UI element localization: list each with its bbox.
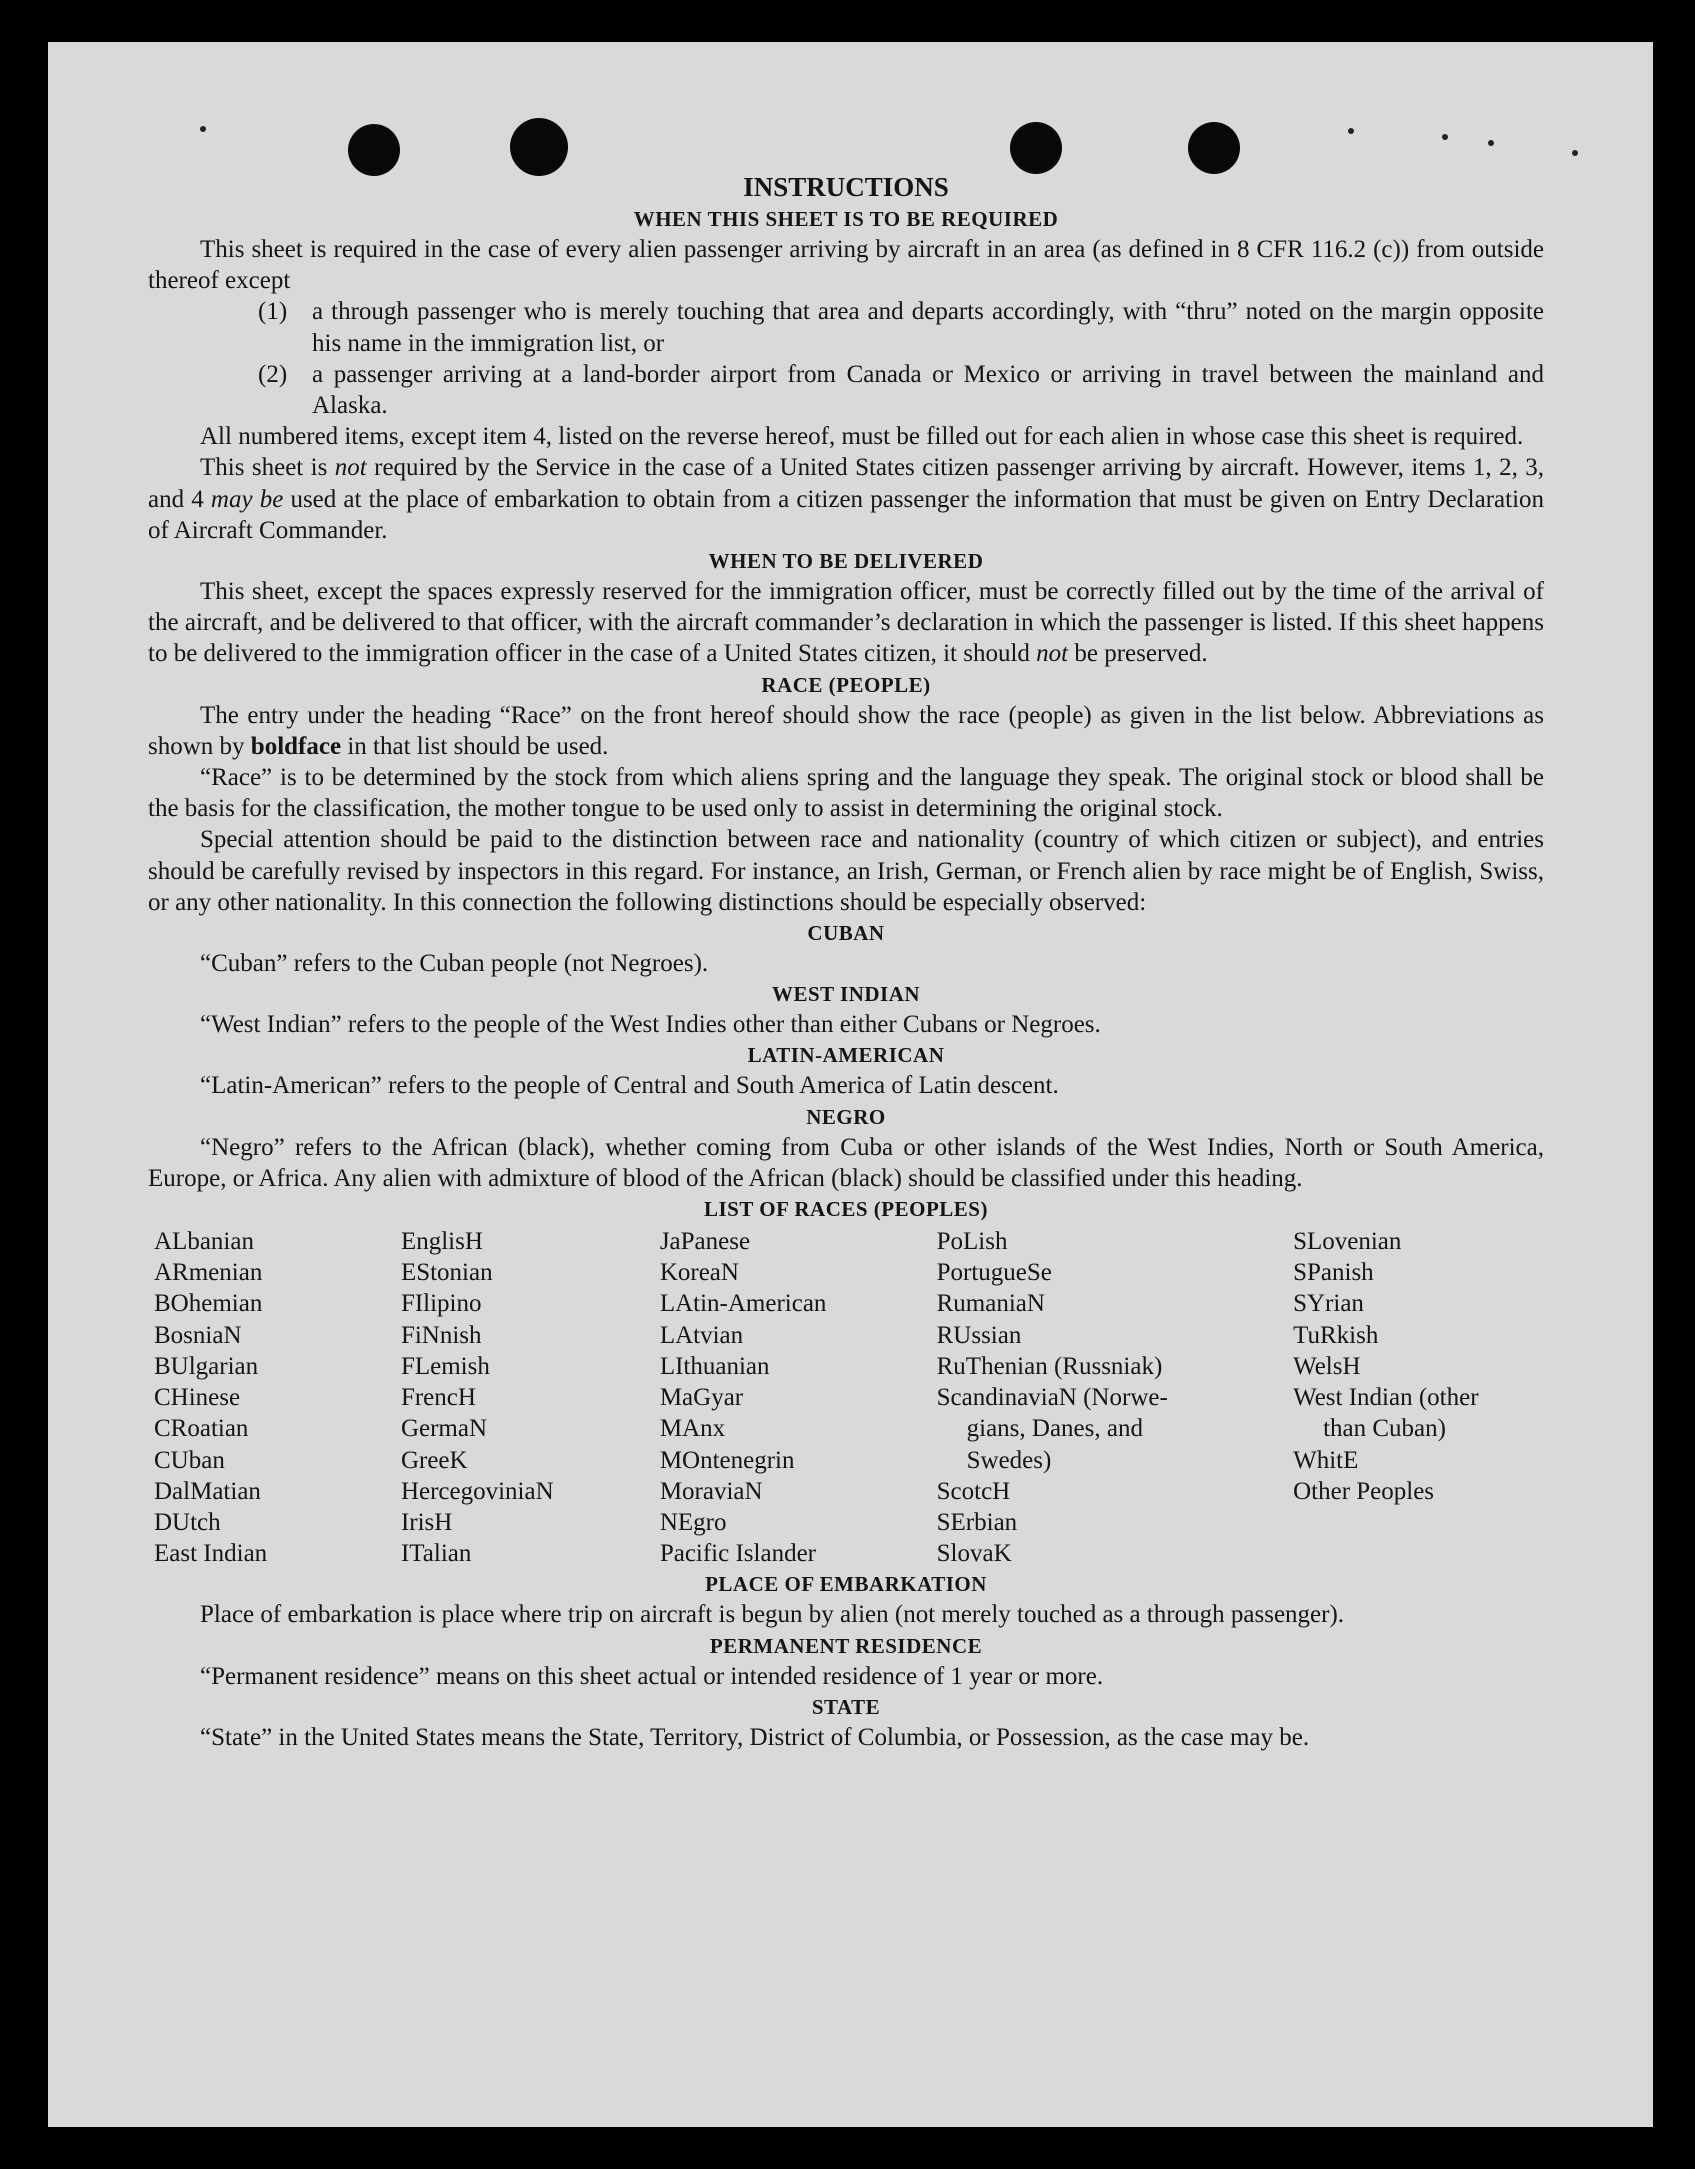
paragraph: Special attention should be paid to the distinction between race and nationality (country of which citizen or subject), and entries should be carefully revised by inspectors in this regard. For instance, an Irish, German, or French alien by race might be of English, Swiss, or any other nationality. In this connection the following distinctions should be especially observed: — [148, 826, 1544, 916]
race-entry: DUtch — [154, 1508, 221, 1536]
speck — [1348, 128, 1354, 134]
item-text: a passenger arriving at a land-border airport from Canada or Mexico or arriving in travel between the mainland and Alaska. — [312, 360, 1544, 420]
paragraph: This sheet, except the spaces expressly reserved for the immigration officer, must be correctly filled out by the time of the arrival of the aircraft, and be delivered to that officer, with the aircraft commander’s declaration in which the passenger is listed. If this sheet happens to be delivered to the immigration officer in the case of a United States citizen, it should not be preserved. — [148, 578, 1544, 668]
item-text: a through passenger who is merely touching that area and departs accordingly, with “thru” noted on the margin opposite his name in the immigration list, or — [312, 298, 1544, 357]
paragraph: All numbered items, except item 4, listed on the reverse hereof, must be filled out for each alien in whose case this sheet is required. — [200, 423, 1524, 451]
race-entry: RuThenian (Russniak) — [936, 1352, 1163, 1380]
race-entry: SYrian — [1293, 1290, 1364, 1318]
section-heading: STATE — [811, 1694, 881, 1719]
race-entry: ALbanian — [154, 1228, 254, 1256]
paragraph: “Permanent residence” means on this sheet actual or intended residence of 1 year or more. — [200, 1662, 1104, 1690]
race-entry: LAtvian — [659, 1321, 744, 1349]
race-entry: ScotcH — [936, 1477, 1011, 1505]
list-item — [258, 359, 1544, 421]
races-column — [401, 1226, 660, 1569]
punch-hole — [348, 124, 400, 176]
instructions-content — [148, 170, 1544, 1753]
race-entry: ScandinaviaN (Norwe- — [936, 1384, 1168, 1412]
page-title: INSTRUCTIONS — [743, 172, 949, 202]
race-entry: MOntenegrin — [659, 1446, 795, 1474]
section-heading: NEGRO — [806, 1104, 886, 1129]
section-heading: RACE (PEOPLE) — [761, 672, 931, 697]
race-entry: EStonian — [400, 1259, 493, 1287]
race-entry: SlovaK — [936, 1540, 1012, 1568]
races-column — [660, 1226, 937, 1569]
speck — [1572, 150, 1578, 156]
document-sheet — [48, 42, 1653, 2127]
race-entry: ITalian — [400, 1540, 472, 1568]
race-entry: CRoatian — [154, 1415, 249, 1443]
section-heading: WEST INDIAN — [771, 982, 921, 1007]
paragraph: “Race” is to be determined by the stock from which aliens spring and the language they speak. The original stock or blood shall be the basis for the classification, the mother tongue to be used only to assist in determining the original stock. — [148, 764, 1544, 823]
races-column — [148, 1226, 401, 1569]
speck — [200, 126, 206, 132]
race-entry: CHinese — [154, 1384, 241, 1412]
section-heading: WHEN TO BE DELIVERED — [708, 549, 984, 574]
race-entry: KoreaN — [659, 1259, 739, 1287]
race-entry: FrencH — [400, 1384, 476, 1412]
section-heading: CUBAN — [807, 921, 885, 946]
race-entry: LAtin-American — [659, 1290, 827, 1318]
paragraph: This sheet is required in the case of every alien passenger arriving by aircraft in an area (as defined in 8 CFR 116.2 (c)) from outside thereof except — [148, 236, 1544, 295]
race-entry: East Indian — [154, 1540, 268, 1568]
paragraph: This sheet is not required by the Service in the case of a United States citizen passenger arriving by aircraft. However, items 1, 2, 3, and 4 may be used at the place of embarkation to obtain from a citizen passenger the information that must be given on Entry Declaration of Aircraft Commander. — [148, 454, 1545, 544]
item-number: (1) — [258, 298, 288, 326]
race-entry: CUban — [154, 1446, 225, 1474]
speck — [1488, 140, 1494, 146]
race-entry: MaGyar — [659, 1384, 744, 1412]
race-entry: PortugueSe — [936, 1259, 1052, 1287]
race-entry: FLemish — [400, 1352, 490, 1380]
speck — [1442, 134, 1448, 140]
race-entry: MoraviaN — [659, 1477, 763, 1505]
races-column — [1293, 1226, 1544, 1569]
races-column — [937, 1226, 1293, 1569]
race-entry: gians, Danes, and — [966, 1415, 1143, 1443]
race-entry: Other Peoples — [1293, 1477, 1435, 1505]
paragraph: “Negro” refers to the African (black), whether coming from Cuba or other islands of the West Indies, North or South America, Europe, or Africa. Any alien with admixture of blood of the African (black) should be classified under this heading. — [148, 1133, 1544, 1192]
race-entry: SErbian — [936, 1508, 1018, 1536]
paragraph: Place of embarkation is place where trip on aircraft is begun by alien (not merely touched as a through passenger). — [200, 1601, 1345, 1629]
race-entry: NEgro — [659, 1508, 727, 1536]
race-entry: EnglisH — [400, 1228, 483, 1256]
punch-hole — [510, 118, 568, 176]
race-entry: WhitE — [1293, 1446, 1359, 1474]
paragraph: The entry under the heading “Race” on the front hereof should show the race (people) as given in the list below. Abbreviations as shown by boldface in that list should be used. — [148, 701, 1544, 760]
section-heading: PLACE OF EMBARKATION — [705, 1572, 987, 1597]
race-entry: JaPanese — [659, 1228, 751, 1256]
race-entry: than Cuban) — [1323, 1415, 1446, 1443]
race-entry: GreeK — [400, 1446, 468, 1474]
race-entry: HercegoviniaN — [400, 1477, 554, 1505]
race-entry: RumaniaN — [936, 1290, 1045, 1318]
race-entry: MAnx — [659, 1415, 726, 1443]
race-entry: GermaN — [400, 1415, 488, 1443]
race-entry: BOhemian — [154, 1290, 263, 1318]
section-heading: WHEN THIS SHEET IS TO BE REQUIRED — [633, 207, 1059, 231]
race-entry: SLovenian — [1293, 1228, 1402, 1256]
paragraph: “Cuban” refers to the Cuban people (not Negroes). — [200, 950, 709, 978]
race-entry: TuRkish — [1293, 1321, 1379, 1349]
race-entry: PoLish — [936, 1228, 1008, 1256]
race-entry: West Indian (other — [1293, 1384, 1479, 1412]
race-entry: BUlgarian — [154, 1352, 259, 1380]
punch-hole — [1188, 122, 1240, 174]
section-heading: PERMANENT RESIDENCE — [709, 1633, 983, 1658]
section-heading: LATIN-AMERICAN — [747, 1043, 945, 1068]
races-list — [148, 1226, 1544, 1569]
paragraph: “West Indian” refers to the people of the West Indies other than either Cubans or Negroes. — [200, 1011, 1101, 1039]
item-number: (2) — [258, 360, 288, 388]
race-entry: FiNnish — [400, 1321, 482, 1349]
race-entry: DalMatian — [154, 1477, 261, 1505]
section-heading: LIST OF RACES (PEOPLES) — [704, 1197, 988, 1222]
race-entry: BosniaN — [154, 1321, 242, 1349]
paragraph: “State” in the United States means the State, Territory, District of Columbia, or Possession, as the case may be. — [200, 1723, 1310, 1751]
race-entry: Pacific Islander — [659, 1540, 816, 1568]
punch-hole — [1010, 122, 1062, 174]
race-entry: WelsH — [1293, 1352, 1361, 1380]
race-entry: SPanish — [1293, 1259, 1374, 1287]
paragraph: “Latin-American” refers to the people of Central and South America of Latin descent. — [200, 1072, 1059, 1100]
race-entry: FIlipino — [400, 1290, 482, 1318]
race-entry: Swedes) — [966, 1446, 1052, 1474]
race-entry: IrisH — [400, 1508, 453, 1536]
race-entry: RUssian — [936, 1321, 1022, 1349]
race-entry: ARmenian — [154, 1259, 263, 1287]
list-item — [258, 296, 1544, 358]
race-entry: LIthuanian — [659, 1352, 770, 1380]
